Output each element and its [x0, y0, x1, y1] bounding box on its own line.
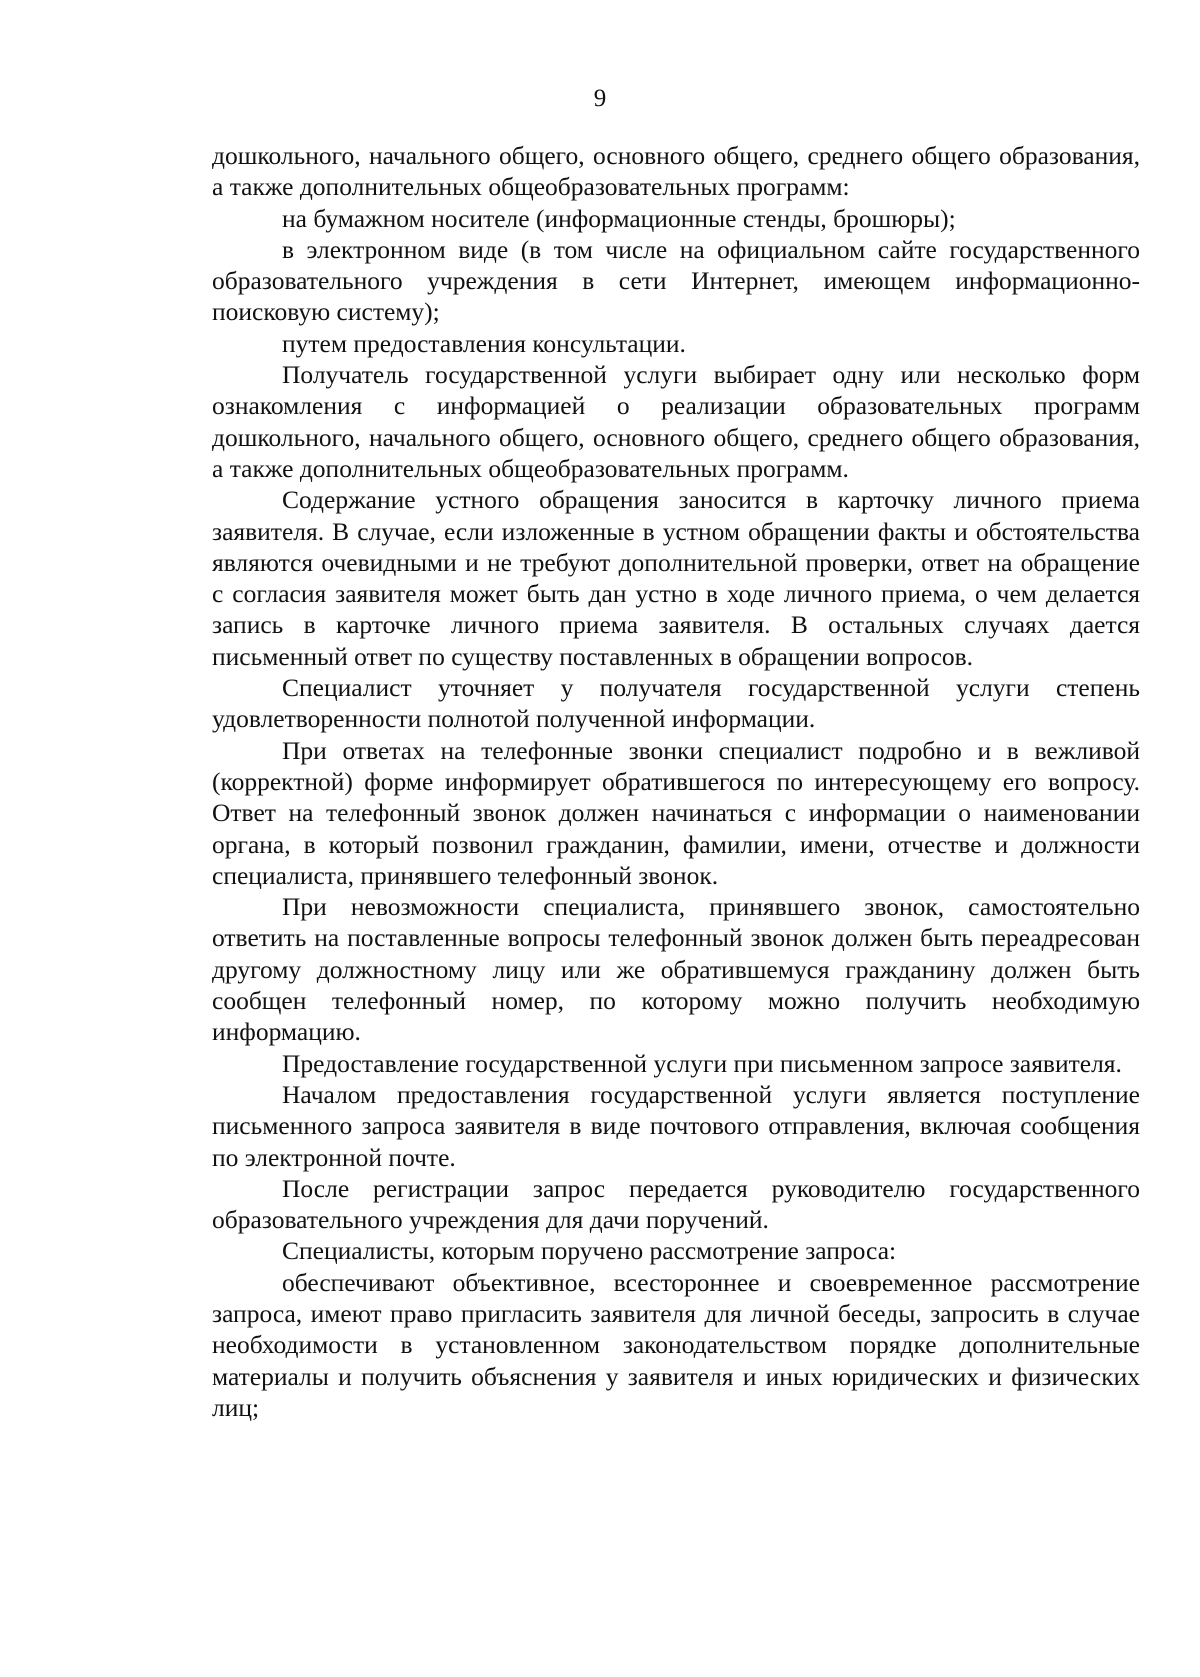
paragraph-paper-medium: на бумажном носителе (информационные стенды, брошюры);: [282, 203, 956, 233]
paragraph-continuation: дошкольного, начального общего, основного общего, среднего общего образования, а также дополнительных общеобразовательных программ:: [212, 141, 1140, 202]
paragraph-call-redirect: При невозможности специалиста, принявшего звонок, самостоятельно ответить на поставленные вопросы телефонный звонок должен быть переадресован другому должностному лицу или же обратившемуся гражданину должен быть сообщен телефонный номер, по которому можно получить необходимую информацию.: [212, 892, 1140, 1047]
page-number: 9: [593, 85, 607, 112]
paragraph-consultation: путем предоставления консультации.: [282, 328, 686, 358]
paragraph-written-request: Предоставление государственной услуги при письменном запросе заявителя.: [282, 1048, 1122, 1078]
paragraph-review-duties: обеспечивают объективное, всестороннее и своевременное рассмотрение запроса, имеют право пригласить заявителя для личной беседы, запросить в случае необходимости в установленном законодательством порядке дополнительные материалы и получить объяснения у заявителя и иных юридических и физических лиц;: [212, 1267, 1140, 1422]
paragraph-phone-calls: При ответах на телефонные звонки специалист подробно и в вежливой (корректной) форме информирует обратившегося по интересующему его вопросу. Ответ на телефонный звонок должен начинаться с информации о наименовании органа, в который позвонил гражданин, фамилии, имени, отчестве и должности специалиста, принявшего телефонный звонок.: [212, 735, 1140, 890]
paragraph-recipient-choice: Получатель государственной услуги выбирает одну или несколько форм ознакомления с информацией о реализации образовательных программ дошкольного, начального общего, основного общего, среднего общего образования, а также дополнительных общеобразовательных программ.: [212, 360, 1140, 483]
paragraph-oral-appeal: Содержание устного обращения заносится в карточку личного приема заявителя. В случае, если изложенные в устном обращении факты и обстоятельства являются очевидными и не требуют дополнительной проверки, ответ на обращение с согласия заявителя может быть дан устно в ходе личного приема, о чем делается запись в карточке личного приема заявителя. В остальных случаях дается письменный ответ по существу поставленных в обращении вопросов.: [212, 485, 1140, 671]
paragraph-electronic-form: в электронном виде (в том числе на официальном сайте государственного образовательного учреждения в сети Интернет, имеющем информационно-поисковую систему);: [212, 234, 1140, 327]
paragraph-satisfaction: Специалист уточняет у получателя государственной услуги степень удовлетворенности полнотой полученной информации.: [212, 673, 1140, 734]
paragraph-service-start: Началом предоставления государственной услуги является поступление письменного запроса заявителя в виде почтового отправления, включая сообщения по электронной почте.: [212, 1079, 1140, 1172]
page-body: [212, 140, 1140, 1423]
paragraph-registration: После регистрации запрос передается руководителю государственного образовательного учреждения для дачи поручений.: [212, 1173, 1140, 1235]
paragraph-specialists: Специалисты, которым поручено рассмотрение запроса:: [282, 1236, 897, 1266]
